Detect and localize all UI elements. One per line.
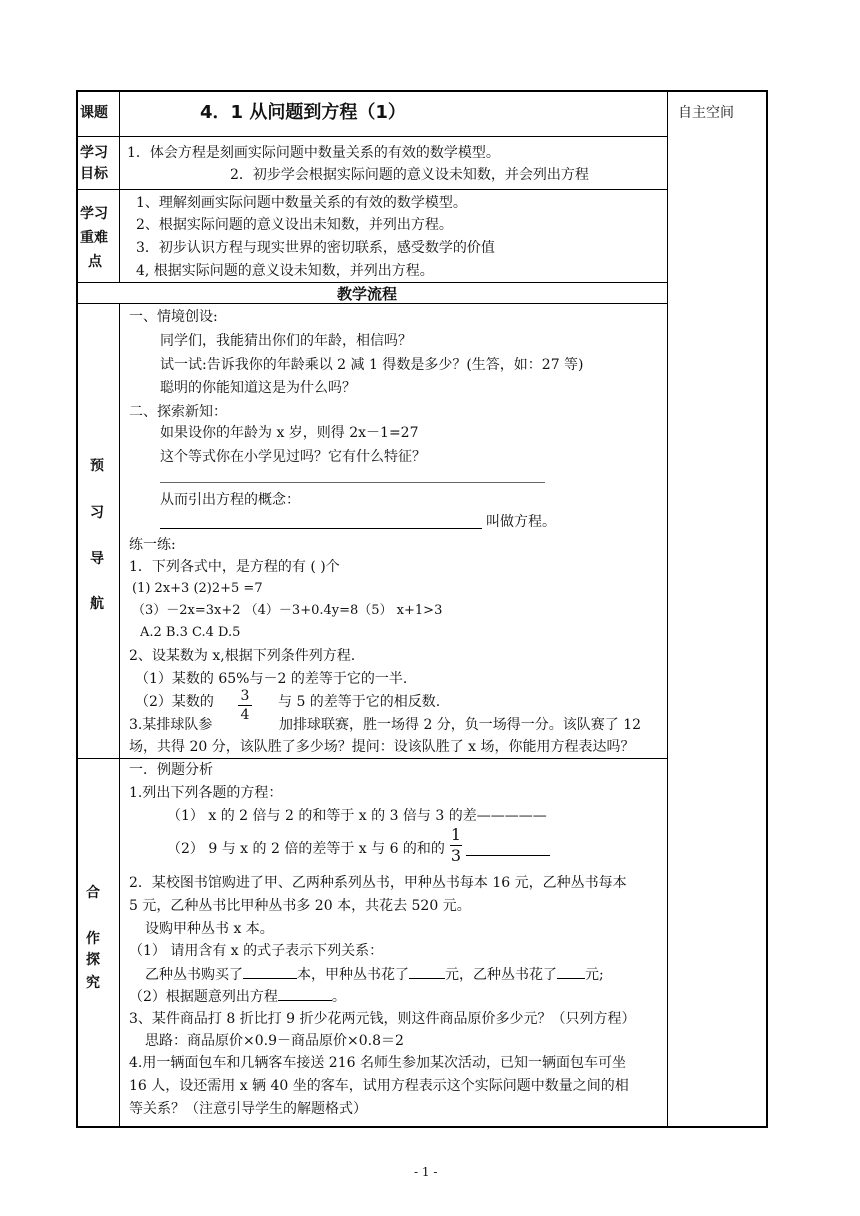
- blank-field[interactable]: [278, 986, 332, 1001]
- divider-label-column-lower: [119, 303, 120, 1126]
- practice-q1: 1．下列各式中，是方程的有 ( )个: [129, 559, 340, 575]
- practice-heading: 练一练:: [129, 537, 176, 553]
- coop-q2: 2．某校图书馆购进了甲、乙两种系列丛书，甲种丛书每本 16 元，乙种丛书每本: [129, 875, 627, 891]
- keys-label-2: 重难: [80, 230, 108, 246]
- coop-q4: 4.用一辆面包车和几辆客车接送 216 名师生参加某次活动，已知一辆面包车可坐: [129, 1055, 626, 1071]
- goal-line-1: 1．体会方程是刻画实际问题中数量关系的有效的数学模型。: [127, 145, 500, 161]
- row-rule-5: [76, 758, 667, 759]
- fraction-one-third: [450, 826, 462, 865]
- key-point: 1、理解刻画实际问题中数量关系的有效的数学模型。: [136, 195, 467, 211]
- coop-side-char: 探: [86, 952, 100, 968]
- practice-q1-option: (1) 2x+3 (2)2+5 =7: [132, 581, 263, 596]
- fraction-three-quarters: [238, 688, 252, 723]
- flow-title: 教学流程: [337, 285, 398, 303]
- divider-side-column: [667, 90, 668, 1128]
- practice-q2: 2、设某数为 x,根据下列条件列方程.: [129, 648, 356, 664]
- fill-text: 本，甲种丛书花了: [297, 967, 409, 983]
- preview-text: 同学们，我能猜出你们的年龄，相信吗？: [160, 333, 412, 349]
- practice-q1-choices: A.2 B.3 C.4 D.5: [140, 625, 241, 640]
- row-rule-3: [76, 282, 667, 283]
- fill-text: 元，乙种丛书花了: [445, 967, 557, 983]
- coop-q2-equation-line: [129, 986, 346, 1007]
- answer-blank-line: [160, 482, 545, 483]
- coop-q2-part: （1） 请用含有 x 的式子表示下列关系：: [129, 943, 384, 959]
- coop-q2-fill-line: [145, 964, 604, 985]
- keys-label-1: 学习: [80, 206, 108, 222]
- fill-text: 。: [331, 989, 346, 1005]
- preview-text: 如果设你的年龄为 x 岁，则得 2x－1=27: [160, 425, 419, 441]
- preview-text: 聪明的你能知道这是为什么吗？: [160, 380, 356, 396]
- preview-text: 从而引出方程的概念：: [160, 492, 300, 508]
- preview-text: 这个等式你在小学见过吗？它有什么特征？: [160, 449, 426, 465]
- practice-q2-part: （1）某数的 65%与－2 的差等于它的一半.: [135, 671, 408, 687]
- coop-side-char: 作: [86, 931, 100, 947]
- practice-q2-part: 与 5 的差等于它的相反数.: [278, 694, 441, 710]
- row-rule-2: [76, 189, 667, 190]
- goal-line-2: 2．初步学会根据实际问题的意义设未知数，并会列出方程: [230, 167, 589, 183]
- coop-q1-part: （2） 9 与 x 的 2 倍的差等于 x 与 6 的和的: [167, 841, 445, 857]
- fill-text: 乙种丛书购买了: [145, 967, 243, 983]
- blank-field[interactable]: [409, 964, 445, 979]
- practice-q2-part: （2）某数的: [135, 694, 214, 710]
- key-point: 4, 根据实际问题的意义设未知数，并列出方程。: [136, 263, 434, 279]
- practice-q1-option: （3）－2x=3x+2 （4）－3+0.4y=8（5） x+1>3: [132, 603, 443, 618]
- practice-q3: 场，共得 20 分，该队胜了多少场？提问：设该队胜了 x 场，你能用方程表达吗？: [129, 739, 635, 755]
- preview-side-char: 习: [90, 505, 104, 521]
- coop-q1: 1.列出下列各题的方程：: [129, 785, 283, 801]
- coop-q3: 3、某件商品打 8 折比打 9 折少花两元钱，则这件商品原价多少元？（只列方程）: [129, 1011, 636, 1027]
- border-bottom: [76, 1126, 768, 1128]
- border-right: [766, 90, 768, 1128]
- preview-side-char: 预: [90, 458, 104, 474]
- fraction-numerator: 3: [240, 688, 250, 704]
- side-space-label: 自主空间: [678, 105, 734, 121]
- coop-q1-part: （1） x 的 2 倍与 2 的和等于 x 的 3 倍与 3 的差—————: [167, 808, 547, 824]
- key-point: 3．初步认识方程与现实世界的密切联系，感受数学的价值: [136, 240, 495, 256]
- coop-q4: 等关系？（注意引导学生的解题格式）: [129, 1101, 367, 1117]
- section-heading: 一、情境创设:: [129, 309, 218, 325]
- practice-q3: 加排球联赛，胜一场得 2 分，负一场得一分。该队赛了 12: [279, 717, 642, 733]
- coop-q2: 5 元，乙种丛书比甲种丛书多 20 本，共花去 520 元。: [129, 898, 471, 914]
- fill-text: 元;: [585, 967, 604, 983]
- divider-label-column: [119, 90, 120, 282]
- coop-side-char: 究: [86, 975, 100, 991]
- subject-label: 课题: [80, 105, 108, 121]
- coop-q3-hint: 思路：商品原价×0.9－商品原价×0.8＝2: [145, 1033, 404, 1049]
- page-title: 4．1 从问题到方程（1）: [200, 102, 406, 123]
- fraction-bar: [238, 705, 252, 706]
- preview-side-char: 导: [90, 551, 104, 567]
- definition-blank-line: [160, 528, 482, 529]
- goals-label-2: 目标: [80, 166, 108, 182]
- row-rule-1: [76, 136, 667, 137]
- fraction-denominator: 4: [240, 707, 250, 723]
- fraction-denominator: 3: [450, 846, 462, 865]
- key-point: 2、根据实际问题的意义设出未知数，并列出方程。: [136, 217, 453, 233]
- coop-heading: 一．例题分析: [129, 762, 213, 778]
- border-left: [76, 90, 78, 1128]
- preview-text: 试一试:告诉我你的年龄乘以 2 减 1 得数是多少？(生答，如：27 等): [160, 357, 584, 373]
- practice-q3: 3.某排球队参: [129, 717, 213, 733]
- page-number: - 1 -: [414, 1165, 438, 1179]
- border-top: [76, 90, 768, 92]
- answer-blank-line: [466, 855, 550, 856]
- preview-text: 叫做方程。: [486, 514, 556, 530]
- preview-side-char: 航: [90, 596, 104, 612]
- fill-text: （2）根据题意列出方程: [129, 989, 278, 1005]
- section-heading: 二、探索新知：: [129, 404, 227, 420]
- fraction-numerator: 1: [450, 825, 462, 844]
- blank-field[interactable]: [243, 964, 297, 979]
- coop-side-char: 合: [86, 885, 100, 901]
- keys-label-3: 点: [88, 254, 102, 270]
- blank-field[interactable]: [557, 964, 585, 979]
- goals-label-1: 学习: [80, 145, 108, 161]
- coop-q4: 16 人，设还需用 x 辆 40 坐的客车，试用方程表示这个实际问题中数量之间的相: [129, 1078, 629, 1094]
- coop-q2: 设购甲种丛书 x 本。: [145, 921, 274, 937]
